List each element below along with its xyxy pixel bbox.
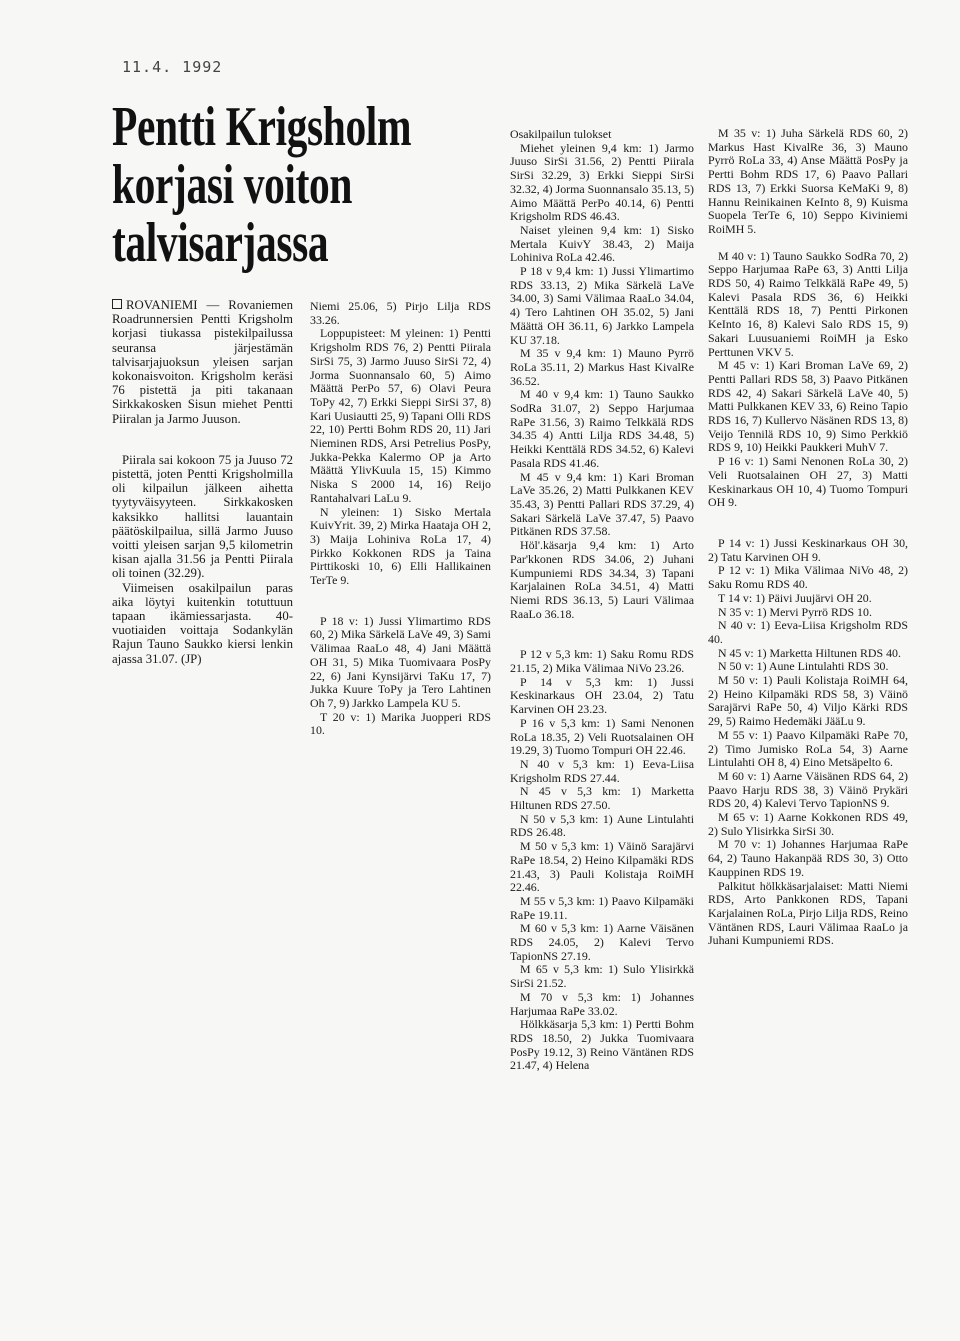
headline-line-1: Pentti Krigsholm (112, 96, 412, 158)
results-paragraph: N 40 v: 1) Eeva-Liisa Krigsholm RDS 40. (708, 618, 908, 646)
results-paragraph: M 40 v 9,4 km: 1) Tauno Saukko SodRa 31.07, 2) Seppo Harjumaa RaPe 31.56, 3) Raimo Telkkälä RDS 34.35 4) Antti Lilja RDS 34.48, 5) Heikki Kenttälä RDS 34.52, 6) Kalevi Pasala RDS 41.46. (510, 387, 694, 470)
article-paragraph: ROVANIEMI — Rovaniemen Roadrunnersien Pentti Krigsholm korjasi tiukassa pistekilpailussa seuransa järjestämän talvisarjajuoksun yleisen sarjan kokonaisvoiton. Krigsholm keräsi 76 pistettä ja piti takanaan Sirkkakosken Sisun miehet Pentti Piiralan ja Jarmo Juuson. (112, 298, 293, 426)
results-paragraph: N 50 v 5,3 km: 1) Aune Lintulahti RDS 26.48. (510, 811, 694, 840)
results-paragraph: M 35 v 9,4 km: 1) Mauno Pyrrö RoLa 35.11, 2) Markus Hast KivalRe 36.52. (510, 346, 694, 388)
results-paragraph: M 40 v: 1) Tauno Saukko SodRa 70, 2) Seppo Harjumaa RaPe 63, 3) Antti Lilja RDS 50, 4) Raimo Telkkälä RaPe 49, 5) Kalevi Pasala RDS 36, 6) Heikki Kenttälä RDS 18, 7) Pentti Pirkonen KeInto 16, 8) Kalevi Salo RDS 15, 9) Sakari Luusuaniemi RoiMH ja Esko Perttunen VKV 5. (708, 248, 908, 359)
results-paragraph: P 12 v: 1) Mika Välimaa NiVo 48, 2) Saku Romu RDS 40. (708, 563, 908, 592)
results-paragraph: M 65 v 5,3 km: 1) Sulo Ylisirkkä SirSi 21.52. (510, 962, 694, 991)
results-paragraph: P 16 v: 1) Sami Nenonen RoLa 30, 2) Veli Ruotsalainen OH 27, 3) Matti Keskinarkaus OH 10, 4) Tuomo Tompuri OH 9. (708, 454, 908, 510)
article-paragraph: Piirala sai kokoon 75 ja Juuso 72 pistettä, joten Pentti Krigsholmilla oli kilpailun jälkeen aihetta tyytyväisyyteen. Sirkkakosken kaksikko hallitsi lauantain päätöskilpailua, sillä Jarmo Juuso voitti yleisen sarjan 9,5 kilometrin kisan ajalla 31.56 ja Pentti Piirala oli toinen (32.29). (112, 452, 293, 581)
results-paragraph: M 55 v 5,3 km: 1) Paavo Kilpamäki RaPe 19.11. (510, 893, 694, 922)
results-paragraph: N 50 v: 1) Aune Lintulahti RDS 30. (718, 659, 889, 674)
article-column-1 (112, 298, 293, 666)
clipping-date: 11.4. 1992 (122, 58, 223, 76)
results-paragraph: P 18 v 9,4 km: 1) Jussi Ylimartimo RDS 33.13, 2) Mika Särkelä LaVe 34.00, 3) Sami Välimaa RaaLo 34.04, 4) Tero Lahtinen OH 35.02, 5) Jani Määttä OH 36.11, 6) Jarkko Lampela KU 37.18. (510, 264, 694, 347)
results-paragraph: N 45 v: 1) Marketta Hiltunen RDS 40. (718, 645, 901, 660)
results-paragraph: Höl'.käsarja 9,4 km: 1) Arto Par'kkonen RDS 34.06, 2) Juhani Kumpuniemi RDS 34.34, 3) Tapani Karjalainen RoLa 34.51, 4) Matti Niemi RDS 36.13, 5) Lauri Välimaa RaaLo 36.18. (510, 538, 694, 621)
results-paragraph: M 60 v: 1) Aarne Väisänen RDS 64, 2) Paavo Harju RDS 38, 3) Väinö Prykäri RDS 20, 4) Kalevi Tervo TapionNS 9. (708, 768, 908, 811)
results-paragraph: M 70 v 5,3 km: 1) Johannes Harjumaa RaPe 33.02. (510, 989, 694, 1018)
results-paragraph: M 35 v: 1) Juha Särkelä RDS 60, 2) Markus Hast KivalRe 36, 3) Mauno Pyrrö RoLa 33, 4) Anse Määttä PosPy ja Pertti Bohm RDS 17, 6) Paavo Pallari RDS 13, 7) Erkki Suorsa KeMaKi 9, 8) Hannu Reinikainen KeInto 8, 9) Kuisma Suopela TerTe 6, 10) Seppo Kiviniemi RoiMH 5. (708, 126, 908, 236)
results-paragraph: Naiset yleinen 9,4 km: 1) Sisko Mertala KuivY 38.43, 2) Maija Lohiniva RoLa 42.46. (510, 222, 694, 265)
results-paragraph: P 14 v: 1) Jussi Keskinarkaus OH 30, 2) Tatu Karvinen OH 9. (708, 535, 908, 564)
results-paragraph: P 12 v 5,3 km: 1) Saku Romu RDS 21.15, 2) Mika Välimaa NiVo 23.26. (510, 647, 694, 676)
article-paragraph: Viimeisen osakilpailun paras aika löytyi kuitenkin totuttuun tapaan ikämiessarjasta. 40-vuotiaiden voittaja Sodankylän Rajun Tauno Saukko kiersi lenkin ajassa 31.07. (JP) (112, 580, 293, 666)
results-paragraph: N 45 v 5,3 km: 1) Marketta Hiltunen RDS 27.50. (510, 784, 694, 813)
results-paragraph: Hölkkäsarja 5,3 km: 1) Pertti Bohm RDS 18.50, 2) Jukka Tuomivaara PosPy 19.12, 3) Reino Väntänen RDS 21.47, 4) Helena (510, 1017, 694, 1073)
results-paragraph: P 14 v 5,3 km: 1) Jussi Keskinarkaus OH 23.04, 2) Tatu Karvinen OH 23.23. (510, 674, 694, 717)
results-paragraph: M 50 v 5,3 km: 1) Väinö Sarajärvi RaPe 18.54, 2) Heino Kilpamäki RDS 21.43, 3) Pauli Kolistaja RoiMH 22.46. (510, 839, 694, 895)
results-paragraph: Palkitut hölkkäsarjalaiset: Matti Niemi RDS, Arto Pankkonen RDS, Tapani Karjalainen RoLa, Pirjo Lilja RDS, Reino Väntänen RDS, Lauri Välimaa RaaLo ja Juhani Kumpuniemi RDS. (708, 878, 908, 948)
results-paragraph: T 14 v: 1) Päivi Juujärvi OH 20. (718, 590, 872, 605)
results-paragraph: Loppupisteet: M yleinen: 1) Pentti Krigsholm RDS 76, 2) Pentti Piirala SirSi 75, 3) Jarmo Juuso SirSi 72, 4) Jorma Suonnansalo 60, 5) Aimo Määttä PerPo 57, 6) Olavi Peura ToPy 42, 7) Erkki Sieppi SirSi 37, 8) Kari Uusiautti 25, 9) Tapani Olli RDS 22, 10) Pertti Bohm RDS 20, 11) Jari Nieminen RDS, Arsi Petrelius PosPy, Jukka-Pekka Kalermo OP ja Arto Määttä YlivKuula 15, 15) Kimmo Niska S 2000 14, 16) Reijo Rantahalvari LaLu 9. (310, 326, 491, 505)
results-paragraph: N yleinen: 1) Sisko Mertala KuivYrit. 39, 2) Mirka Haataja OH 2, 3) Maija Lohiniva RoLa 17, 4) Pirkko Kokkonen RDS ja Taina Pirttikoski 10, 6) Elli Hallikainen TerTe 9. (310, 504, 491, 588)
results-paragraph: N 35 v: 1) Mervi Pyrrö RDS 10. (718, 604, 872, 619)
results-paragraph: M 55 v: 1) Paavo Kilpamäki RaPe 70, 2) Timo Jumisko RoLa 54, 3) Aarne Lintulahti OH 8, 4) Eino Metsäpelto 6. (708, 727, 908, 770)
results-heading: Osakilpailun tulokset (510, 127, 612, 141)
results-paragraph: M 45 v: 1) Kari Broman LaVe 69, 2) Pentti Pallari RDS 58, 3) Paavo Pitkänen RDS 42, 4) Sakari Särkelä LaVe 40, 5) Matti Pulkkanen KEV 33, 6) Reino Tapio RDS 16, 7) Kullervo Näsänen RDS 13, 8) Veijo Tennilä RDS 10, 9) Simo Perkkiö RDS 9, 10) Heikki Paukkeri MuhV 7. (708, 358, 908, 455)
square-bullet-icon (112, 299, 122, 309)
results-paragraph: M 60 v 5,3 km: 1) Aarne Väisänen RDS 24.05, 2) Kalevi Tervo TapionNS 27.19. (510, 921, 694, 963)
headline-line-3: talvisarjassa (112, 212, 329, 274)
headline (112, 96, 412, 274)
results-column-2 (310, 300, 491, 738)
results-paragraph: N 40 v 5,3 km: 1) Eeva-Liisa Krigsholm RDS 27.44. (510, 756, 694, 785)
results-column-3 (510, 128, 694, 1073)
results-paragraph: P 16 v 5,3 km: 1) Sami Nenonen RoLa 18.35, 2) Veli Ruotsalainen OH 19.29, 3) Tuomo Tompuri OH 22.46. (510, 715, 694, 758)
results-paragraph: M 65 v: 1) Aarne Kokkonen RDS 49, 2) Sulo Ylisirkka SirSi 30. (708, 810, 908, 838)
results-column-4 (708, 127, 908, 948)
results-paragraph: M 70 v: 1) Johannes Harjumaa RaPe 64, 2) Tauno Hakanpää RDS 30, 3) Otto Kauppinen RDS 19. (708, 837, 908, 879)
results-paragraph: Miehet yleinen 9,4 km: 1) Jarmo Juuso SirSi 31.56, 2) Pentti Piirala SirSi 32.29, 3) Erkki Sieppi SirSi 32.32, 4) Jorma Suonnansalo 35.13, 5) Aimo Määttä PerPo 40.14, 6) Pentti Krigsholm RDS 46.43. (510, 140, 694, 224)
results-paragraph: M 45 v 9,4 km: 1) Kari Broman LaVe 35.26, 2) Matti Pulkkanen KEV 35.43, 3) Pentti Pallari RDS 37.29, 4) Sakari Särkelä LaVe 37.47, 5) Paavo Pitkänen RDS 37.58. (510, 469, 694, 539)
results-paragraph: Niemi 25.06, 5) Pirjo Lilja RDS 33.26. (310, 299, 491, 327)
results-paragraph: T 20 v: 1) Marika Juopperi RDS 10. (310, 709, 491, 738)
results-paragraph: M 50 v: 1) Pauli Kolistaja RoiMH 64, 2) Heino Kilpamäki RDS 58, 3) Väinö Sarajärvi RaPe 50, 4) Viljo Kärki RDS 29, 5) Raimo Hedemäki JääLu 9. (708, 673, 908, 729)
results-paragraph: P 18 v: 1) Jussi Ylimartimo RDS 60, 2) Mika Särkelä LaVe 49, 3) Sami Välimaa RaaLo 48, 4) Jani Määttä OH 31, 5) Mika Tuomivaara PosPy 22, 6) Jani Kynsijärvi TaKu 17, 7) Jukka Kuure ToPy ja Tero Lahtinen Oh 7, 9) Jarkko Lampela KU 5. (310, 613, 491, 710)
headline-line-2: korjasi voiton (112, 154, 353, 216)
